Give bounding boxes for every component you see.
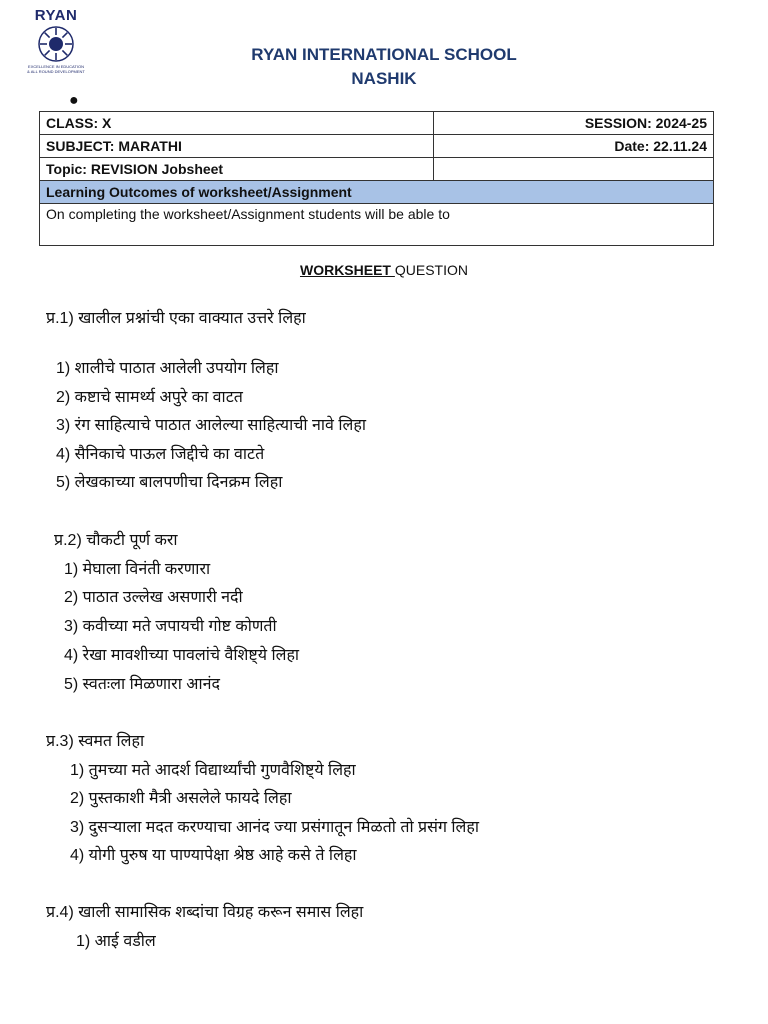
logo-tagline-2: & ALL ROUND DEVELOPMENT	[27, 69, 85, 74]
subject-cell: SUBJECT: MARATHI	[40, 135, 434, 158]
list-item: 2) पाठात उल्लेख असणारी नदी	[64, 589, 243, 606]
list-item: 1) मेघाला विनंती करणारा	[64, 561, 211, 578]
list-item: 3) दुसऱ्याला मदत करण्याचा आनंद ज्या प्रसंगातून मिळतो तो प्रसंग लिहा	[70, 819, 480, 836]
list-item: 1) तुमच्या मते आदर्श विद्यार्थ्यांची गुणवैशिष्ट्ये लिहा	[70, 762, 356, 779]
list-item: 1) शालीचे पाठात आलेली उपयोग लिहा	[56, 360, 279, 377]
list-item: 2) कष्टाचे सामर्थ्य अपुरे का वाटत	[56, 389, 243, 406]
list-item: 5) स्वतःला मिळणारा आनंद	[64, 676, 221, 693]
list-item: 4) योगी पुरुष या पाण्यापेक्षा श्रेष्ठ आहे कसे ते लिहा	[70, 847, 357, 864]
list-item: 2) पुस्तकाशी मैत्री असलेले फायदे लिहा	[70, 790, 292, 807]
list-item: 4) रेखा मावशीच्या पावलांचे वैशिष्ट्ये लिहा	[64, 647, 300, 664]
list-item: 3) कवीच्या मते जपायची गोष्ट कोणती	[64, 618, 277, 635]
question-heading: प्र.2) चौकटी पूर्ण करा	[54, 532, 178, 549]
learning-outcomes-cell: Learning Outcomes of worksheet/Assignment	[40, 181, 714, 204]
list-item: 3) रंग साहित्याचे पाठात आलेल्या साहित्याची नावे लिहा	[56, 417, 366, 434]
list-item: 1) आई वडील	[76, 933, 156, 950]
empty-cell	[433, 158, 713, 181]
question-heading: प्र.4) खाली सामासिक शब्दांचा विग्रह करून समास लिहा	[46, 904, 364, 921]
session-cell: SESSION: 2024-25	[433, 112, 713, 135]
question-heading: प्र.1) खालील प्रश्नांची एका वाक्यात उत्तरे लिहा	[46, 310, 306, 327]
list-item: 4) सैनिकाचे पाऊल जिद्दीचे का वाटते	[56, 446, 265, 463]
date-cell: Date: 22.11.24	[433, 135, 713, 158]
class-cell: CLASS: X	[40, 112, 434, 135]
description-cell: On completing the worksheet/Assignment students will be able to	[40, 204, 714, 246]
logo-tagline-1: EXCELLENCE IN EDUCATION	[28, 64, 84, 69]
worksheet-title-bold: WORKSHEET	[299, 262, 395, 278]
question-heading: प्र.3) स्वमत लिहा	[46, 733, 145, 750]
school-name: RYAN INTERNATIONAL SCHOOL	[251, 45, 517, 64]
topic-cell: Topic: REVISION Jobsheet	[40, 158, 434, 181]
school-city: NASHIK	[351, 69, 417, 88]
logo-word: RYAN	[34, 7, 78, 24]
info-table	[39, 111, 714, 246]
worksheet-title	[0, 262, 768, 278]
bullet-point: ●	[69, 92, 79, 109]
list-item: 5) लेखकाच्या बालपणीचा दिनक्रम लिहा	[56, 474, 283, 491]
worksheet-title-rest: QUESTION	[394, 262, 468, 278]
